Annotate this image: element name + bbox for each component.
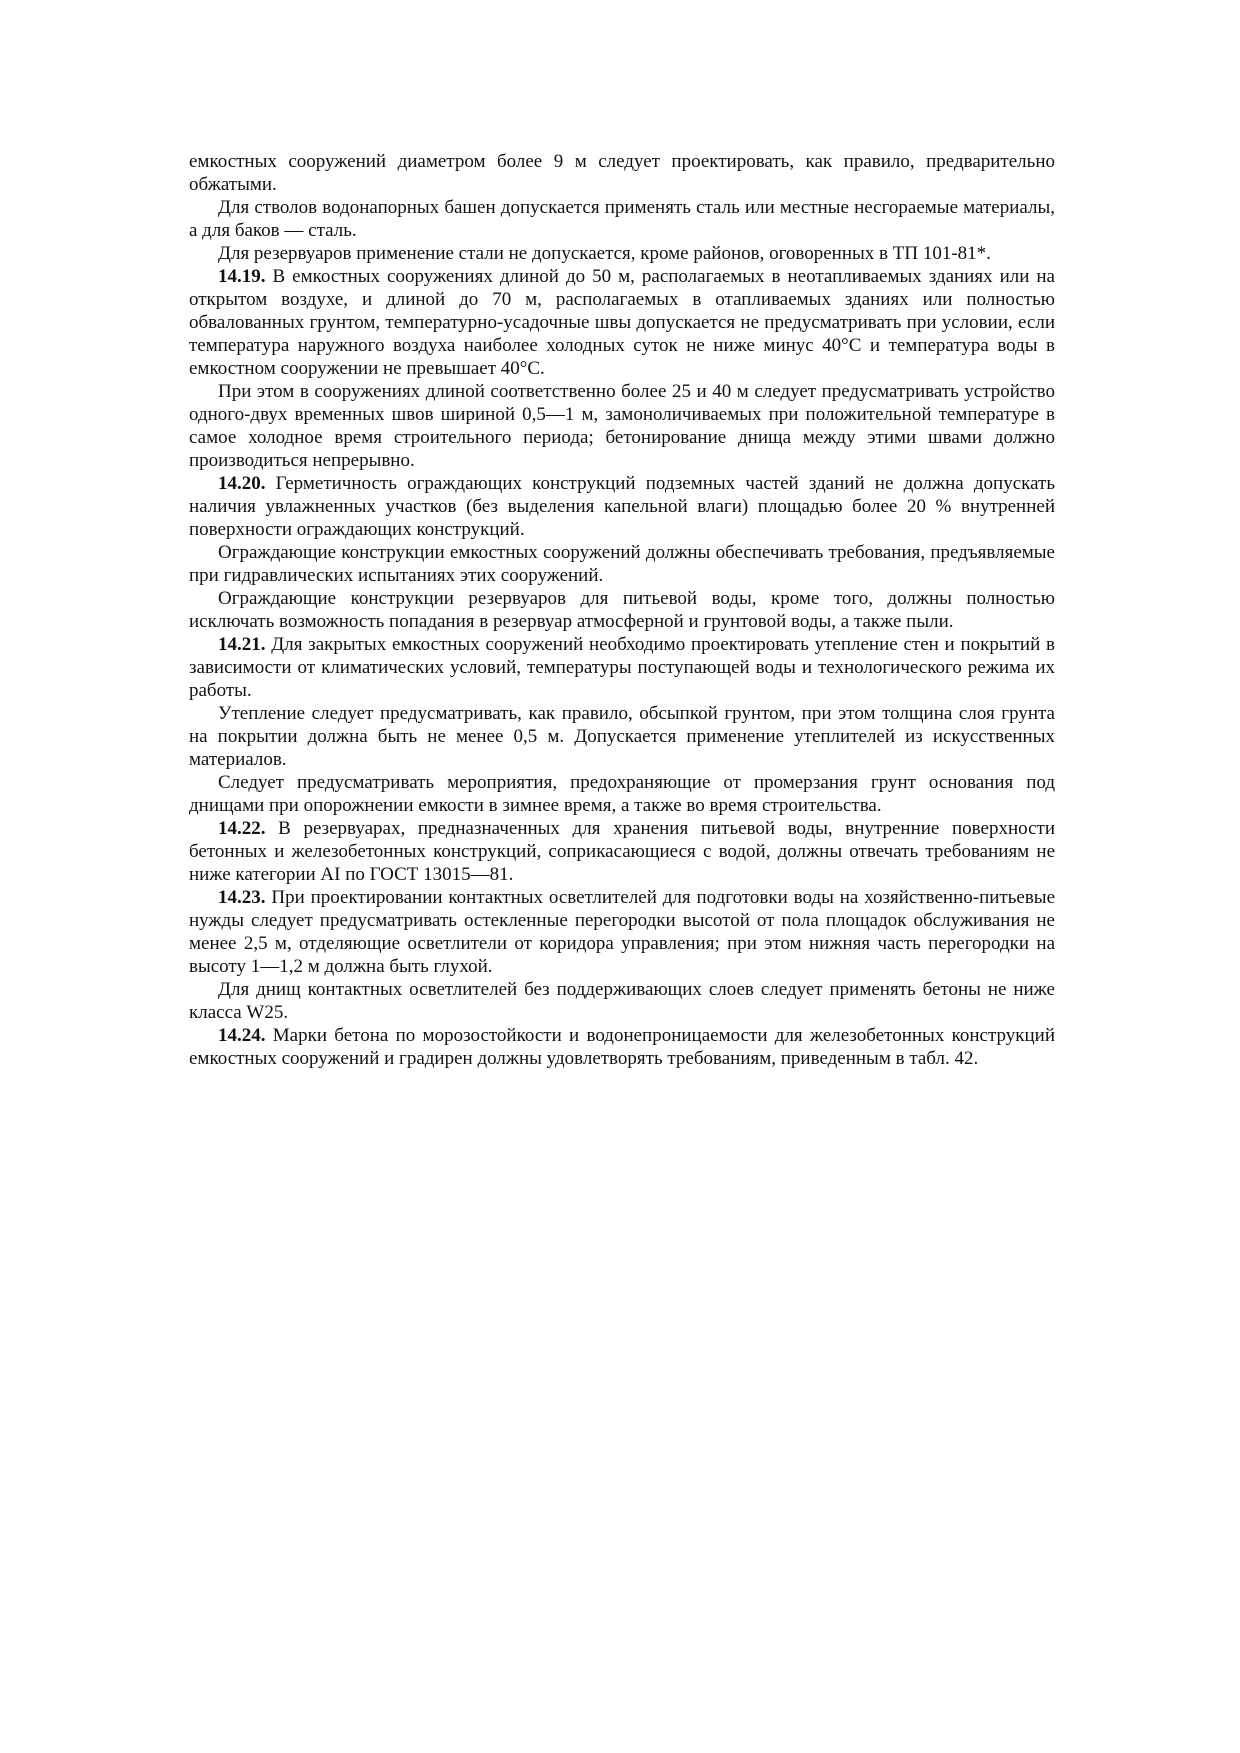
paragraph-3 [189, 265, 1055, 380]
paragraph-11 [189, 817, 1055, 886]
paragraph-1 [189, 196, 1055, 242]
paragraph-text: Для закрытых емкостных сооружений необходимо проектировать утепление стен и покрытий в зависимости от климатических условий, температуры поступающей воды и технологического режима их работы. [189, 634, 1055, 701]
paragraph-9 [189, 702, 1055, 771]
paragraph-text: Для стволов водонапорных башен допускается применять сталь или местные несгораемые материалы, а для баков — сталь. [189, 197, 1055, 241]
paragraph-text: Следует предусматривать мероприятия, предохраняющие от промерзания грунт основания под днищами при опорожнении емкости в зимнее время, а также во время строительства. [189, 772, 1055, 816]
clause-number: 14.19. [218, 266, 266, 287]
document-page [189, 150, 1055, 1070]
clause-number: 14.21. [218, 634, 266, 655]
paragraph-text: Герметичность ограждающих конструкций подземных частей зданий не должна допускать наличия увлажненных участков (без выделения капельной влаги) площадью более 20 % внутренней поверхности ограждающих конструкций. [189, 473, 1055, 540]
paragraph-6 [189, 541, 1055, 587]
clause-number: 14.22. [218, 818, 266, 839]
paragraph-14 [189, 1024, 1055, 1070]
paragraph-0 [189, 150, 1055, 196]
paragraph-12 [189, 886, 1055, 978]
paragraph-text: Ограждающие конструкции резервуаров для питьевой воды, кроме того, должны полностью исключать возможность попадания в резервуар атмосферной и грунтовой воды, а также пыли. [189, 588, 1055, 632]
clause-number: 14.20. [218, 473, 266, 494]
paragraph-text: В емкостных сооружениях длиной до 50 м, располагаемых в неотапливаемых зданиях или на открытом воздухе, и длиной до 70 м, располагаемых в отапливаемых зданиях или полностью обвалованных грунтом, температурно-усадочные швы допускается не предусматривать при условии, если температура наружного воздуха наиболее холодных суток не ниже минус 40°С и температура воды в емкостном сооружении не превышает 40°С. [189, 266, 1055, 379]
paragraph-4 [189, 380, 1055, 472]
paragraph-5 [189, 472, 1055, 541]
paragraph-7 [189, 587, 1055, 633]
paragraph-text: Для резервуаров применение стали не допускается, кроме районов, оговоренных в ТП 101-81*. [218, 243, 991, 264]
paragraph-text: При проектировании контактных осветлителей для подготовки воды на хозяйственно-питьевые нужды следует предусматривать остекленные перегородки высотой от пола площадок обслуживания не менее 2,5 м, отделяющие осветлители от коридора управления; при этом нижняя часть перегородки на высоту 1—1,2 м должна быть глухой. [189, 887, 1055, 977]
clause-number: 14.23. [218, 887, 266, 908]
paragraph-text: Ограждающие конструкции емкостных сооружений должны обеспечивать требования, предъявляемые при гидравлических испытаниях этих сооружений. [189, 542, 1055, 586]
paragraph-text: Марки бетона по морозостойкости и водонепроницаемости для железобетонных конструкций емкостных сооружений и градирен должны удовлетворять требованиям, приведенным в табл. 42. [189, 1025, 1055, 1069]
paragraph-10 [189, 771, 1055, 817]
paragraph-text: В резервуарах, предназначенных для хранения питьевой воды, внутренние поверхности бетонных и железобетонных конструкций, соприкасающиеся с водой, должны отвечать требованиям не ниже категории АI по ГОСТ 13015—81. [189, 818, 1055, 885]
paragraph-text: емкостных сооружений диаметром более 9 м следует проектировать, как правило, предварительно обжатыми. [189, 151, 1055, 195]
paragraph-2 [189, 242, 1055, 265]
clause-number: 14.24. [218, 1025, 266, 1046]
paragraph-13 [189, 978, 1055, 1024]
paragraph-text: Для днищ контактных осветлителей без поддерживающих слоев следует применять бетоны не ниже класса W25. [189, 979, 1055, 1023]
paragraph-8 [189, 633, 1055, 702]
paragraph-text: Утепление следует предусматривать, как правило, обсыпкой грунтом, при этом толщина слоя грунта на покрытии должна быть не менее 0,5 м. Допускается применение утеплителей из искусственных материалов. [189, 703, 1055, 770]
paragraph-text: При этом в сооружениях длиной соответственно более 25 и 40 м следует предусматривать устройство одного-двух временных швов шириной 0,5—1 м, замоноличиваемых при положительной температуре в самое холодное время строительного периода; бетонирование днища между этими швами должно производиться непрерывно. [189, 381, 1055, 471]
